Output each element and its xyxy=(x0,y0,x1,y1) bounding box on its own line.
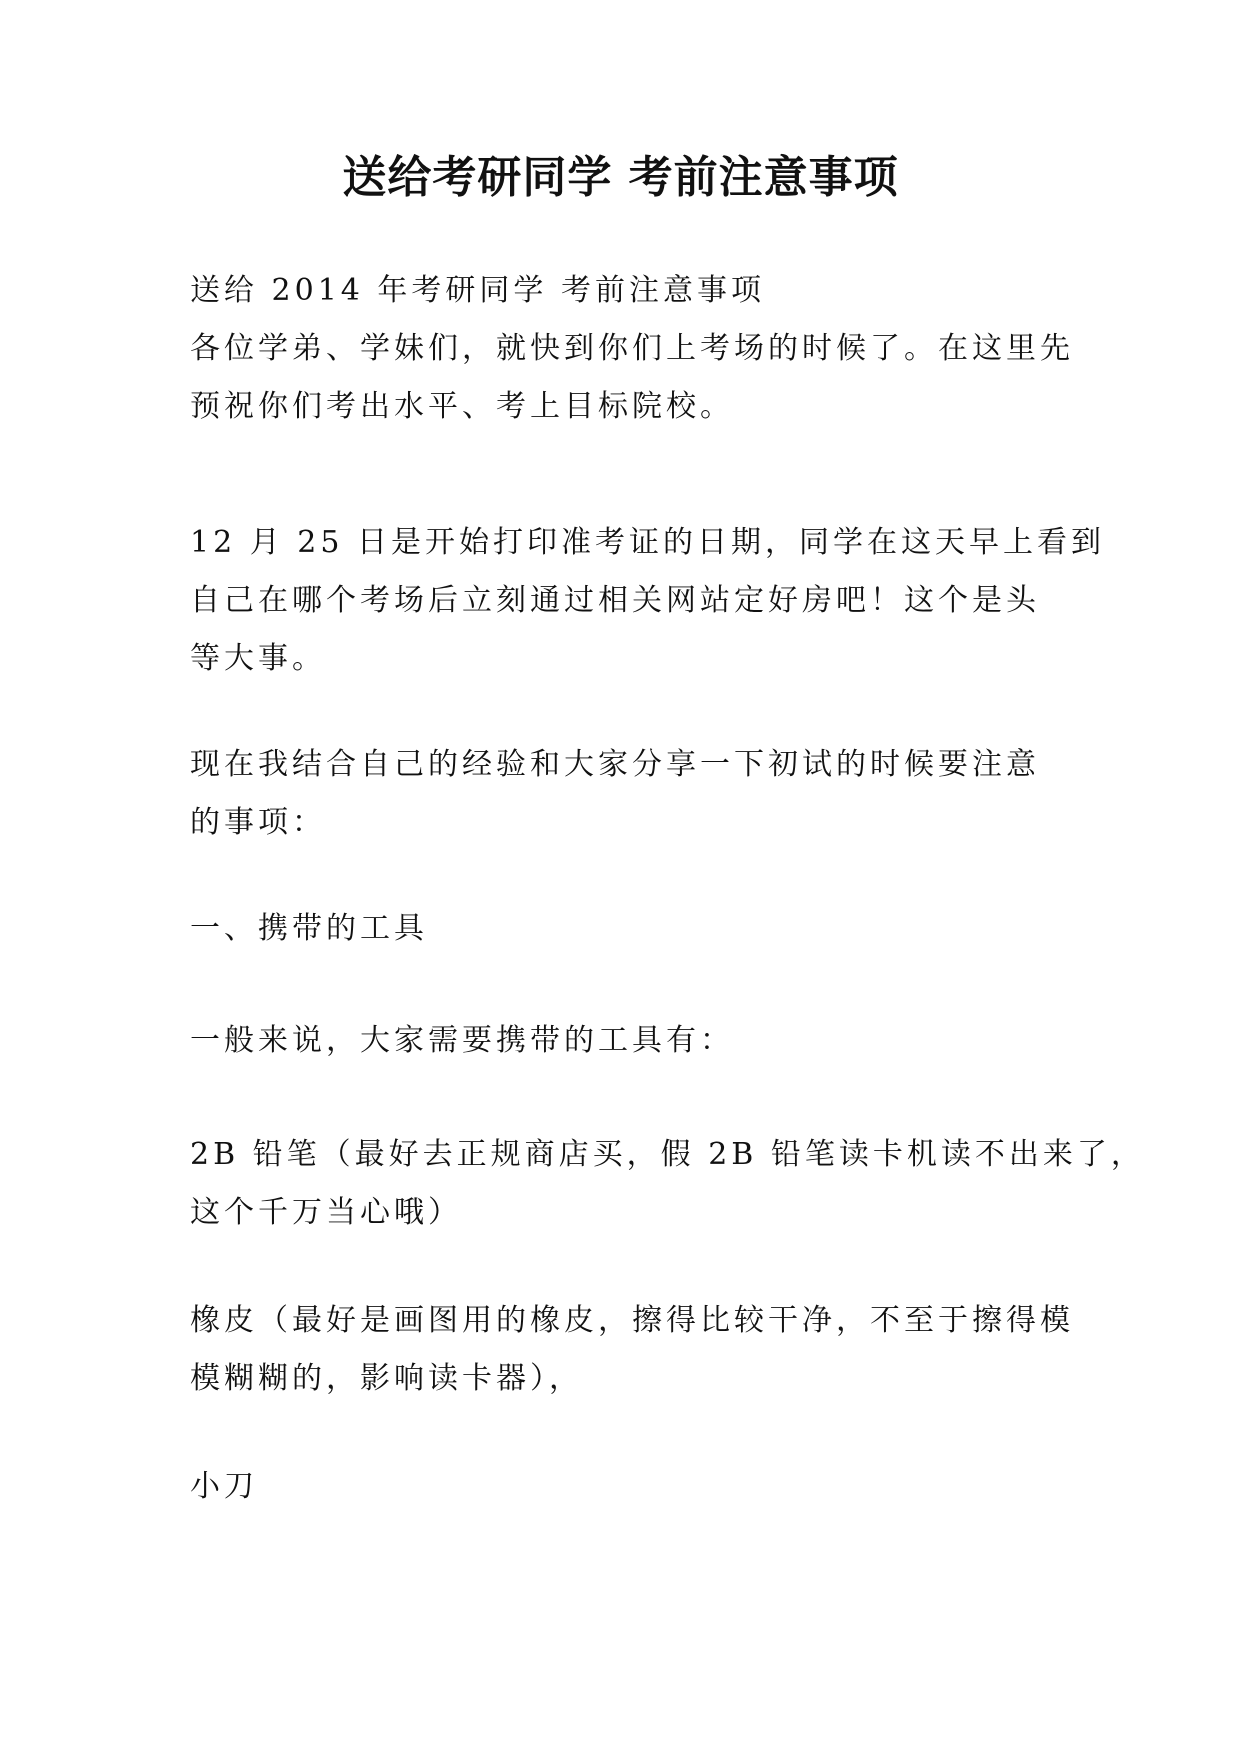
text-line: 模糊糊的，影响读卡器）， xyxy=(190,1361,583,1396)
section-heading-tools xyxy=(190,900,1060,958)
text-line: 现在我结合自己的经验和大家分享一下初试的时候要注意 xyxy=(190,747,1040,782)
text-line: 12 月 25 日是开始打印准考证的日期，同学在这天早上看到 xyxy=(190,525,1105,560)
text-line: 的事项： xyxy=(190,805,326,840)
paragraph-experience xyxy=(190,736,1060,852)
text-line: 自己在哪个考场后立刻通过相关网站定好房吧！这个是头 xyxy=(190,583,1040,618)
list-item-knife xyxy=(190,1458,1060,1516)
text-line: 小刀 xyxy=(190,1469,258,1504)
text-line: 各位学弟、学妹们，就快到你们上考场的时候了。在这里先 xyxy=(190,331,1074,366)
text-line: 等大事。 xyxy=(190,641,326,676)
text-line: 这个千万当心哦） xyxy=(190,1195,462,1230)
text-line: 一、携带的工具 xyxy=(190,911,428,946)
text-line: 预祝你们考出水平、考上目标院校。 xyxy=(190,389,734,424)
document-title: 送给考研同学 考前注意事项 xyxy=(342,152,899,203)
list-item-eraser xyxy=(190,1292,1074,1408)
paragraph-tools-intro xyxy=(190,1012,1060,1070)
text-line: 2B 铅笔（最好去正规商店买，假 2B 铅笔读卡机读不出来了， xyxy=(190,1137,1145,1172)
paragraph-intro xyxy=(190,262,1074,436)
paragraph-admission-ticket xyxy=(190,514,1105,688)
text-line: 一般来说，大家需要携带的工具有： xyxy=(190,1023,734,1058)
text-line: 送给 2014 年考研同学 考前注意事项 xyxy=(190,273,765,308)
list-item-pencil xyxy=(190,1126,1145,1242)
text-line: 橡皮（最好是画图用的橡皮，擦得比较干净，不至于擦得模 xyxy=(190,1303,1074,1338)
